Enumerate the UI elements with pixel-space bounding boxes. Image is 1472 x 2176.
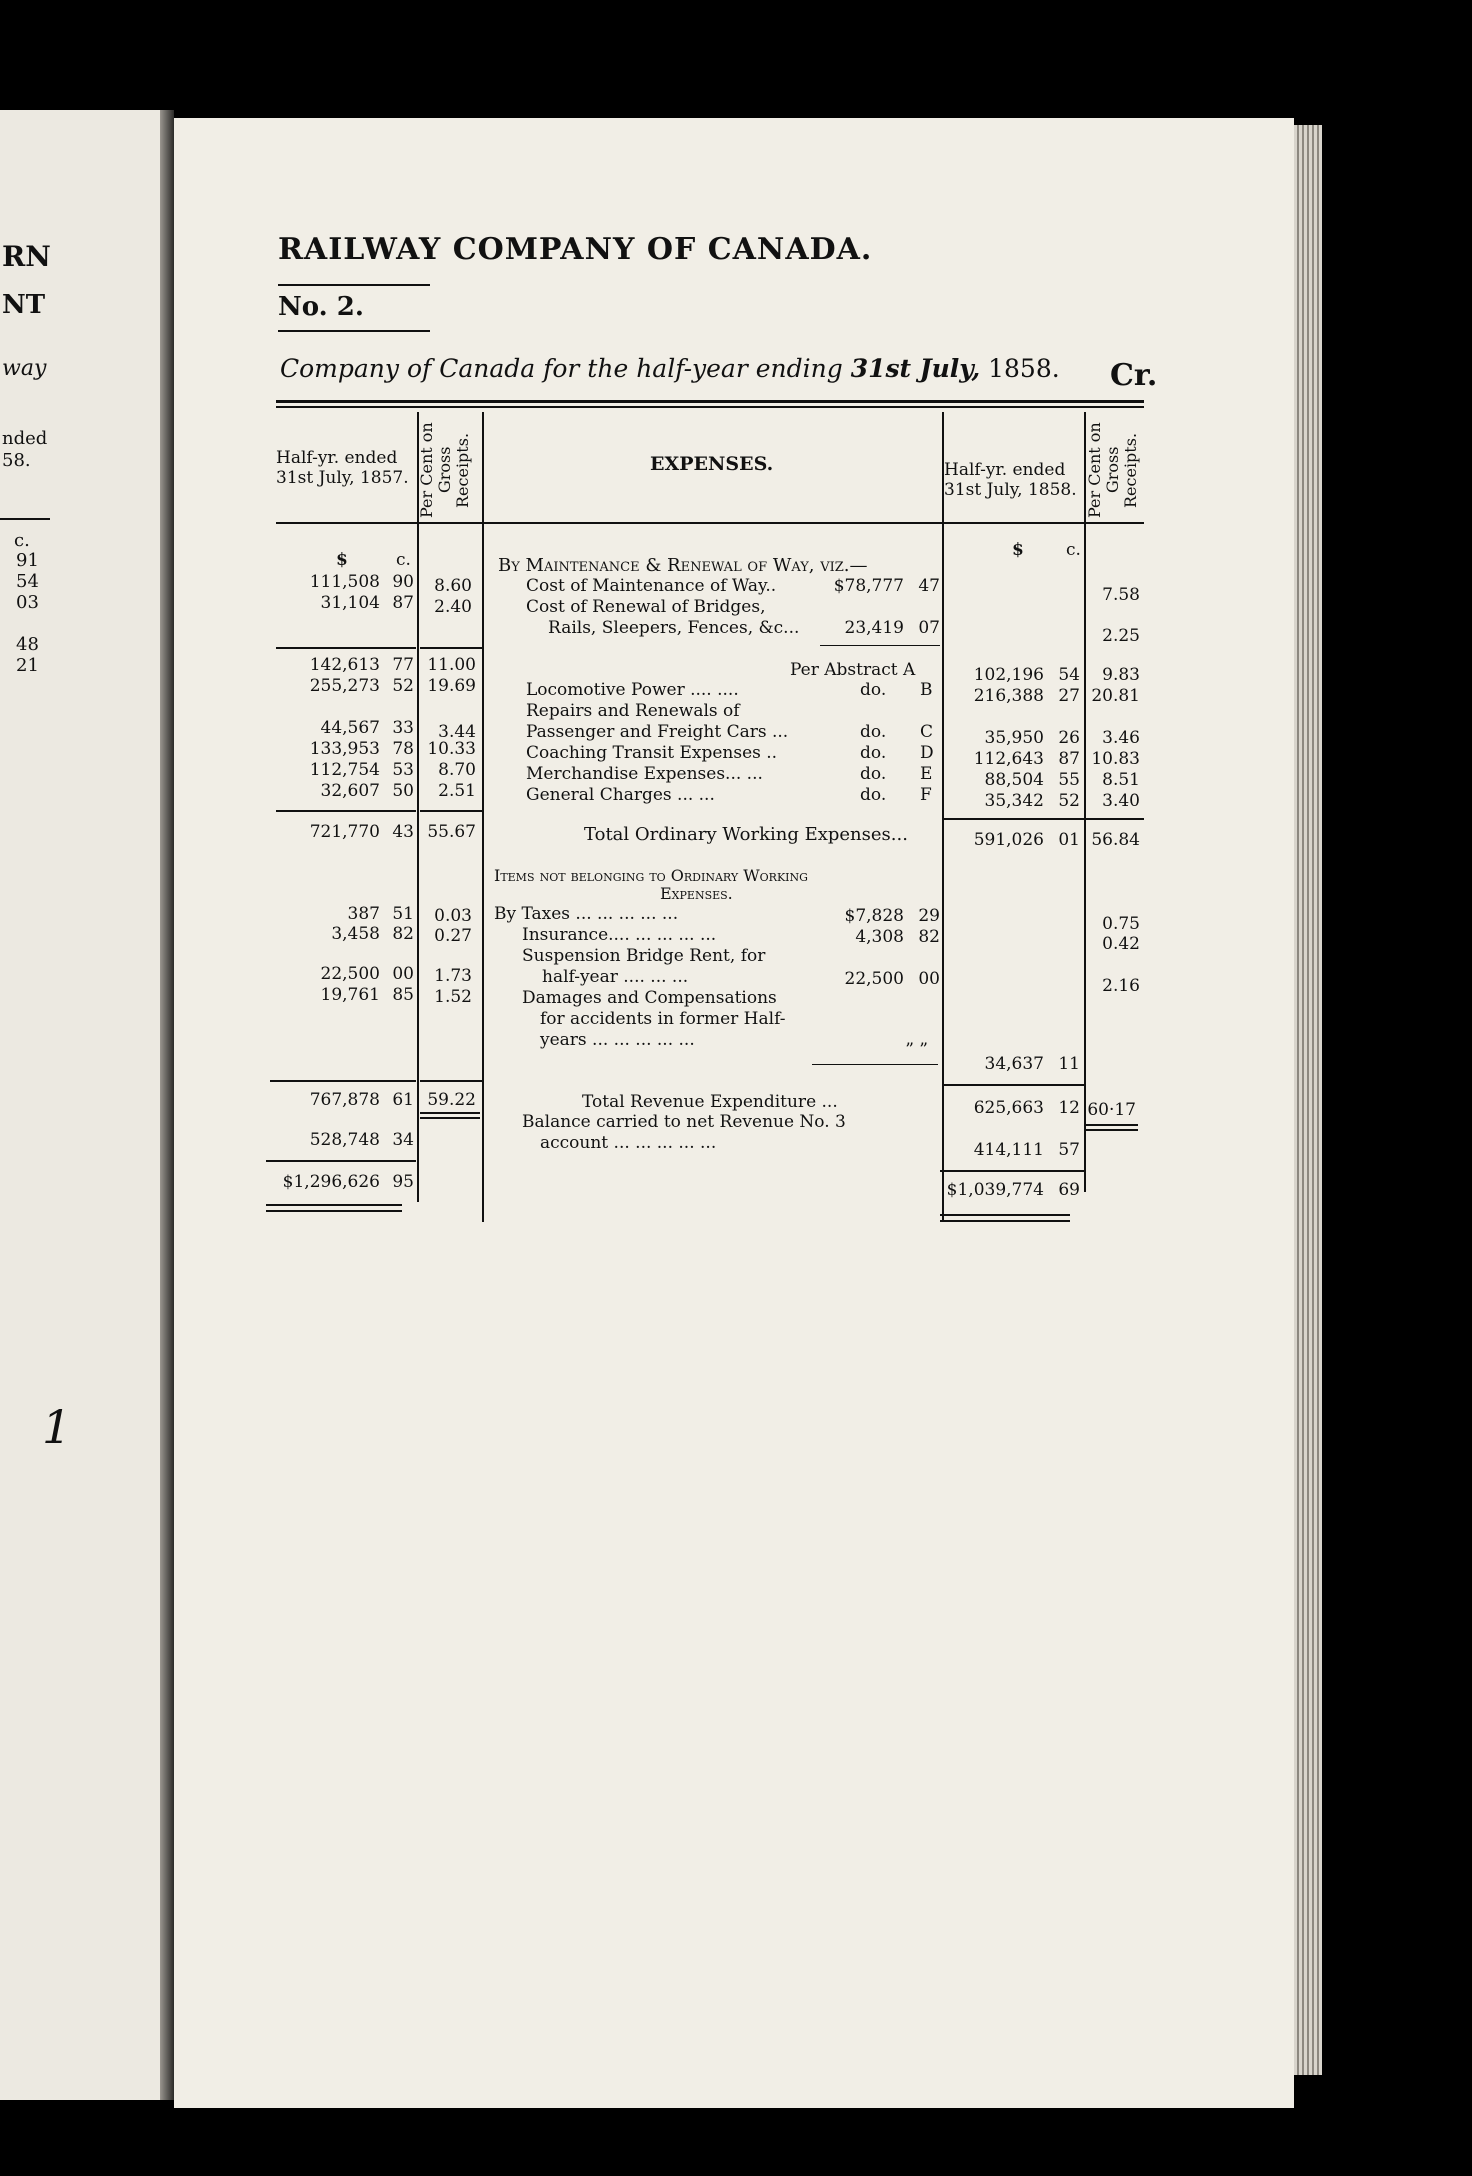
previous-page: [0, 110, 160, 2100]
curr-percent: 3.46: [1102, 728, 1140, 748]
left-cents: 21: [16, 655, 39, 676]
curr-cents: 57: [1058, 1140, 1080, 1160]
curr-cents: 12: [1058, 1098, 1080, 1118]
curr-cents: 52: [1058, 791, 1080, 811]
left-header-fragment: NT: [2, 290, 46, 320]
rule: [276, 400, 1144, 403]
curr-percent: 0.42: [1102, 934, 1140, 954]
prev-percent: 55.67: [427, 822, 476, 842]
subtitle-text: Company of Canada for the half-year ending: [280, 354, 843, 383]
prev-percent: 8.60: [434, 576, 472, 596]
prev-percent: 2.40: [434, 597, 472, 617]
account-number: No. 2.: [278, 292, 364, 322]
rule: [276, 647, 416, 649]
rule: [940, 1214, 1070, 1216]
left-cents: 54: [16, 571, 39, 592]
maintenance-item-label: Rails, Sleepers, Fences, &c...: [548, 618, 800, 638]
page-edges: [1294, 125, 1322, 2075]
prev-percent: 3.44: [438, 722, 476, 742]
abstract-ref: do.: [860, 680, 887, 700]
prev-amount: 32,607: [320, 781, 380, 801]
subtitle-year: 1858.: [988, 354, 1060, 383]
rule: [276, 810, 416, 812]
abstract-ref: do.: [860, 764, 887, 784]
prev-percent-header: Per Cent on Gross Receipts.: [417, 422, 472, 518]
curr-percent: 20.81: [1091, 686, 1140, 706]
curr-percent: 60·17: [1087, 1100, 1136, 1120]
curr-amount: 35,950: [984, 728, 1044, 748]
rule: [278, 284, 430, 286]
curr-percent: 3.40: [1102, 791, 1140, 811]
expense-label: Suspension Bridge Rent, for: [522, 946, 766, 966]
prev-amount: 3,458: [331, 924, 380, 944]
rule: [420, 1080, 482, 1082]
curr-amount: 34,637: [984, 1054, 1044, 1074]
rule: [944, 1084, 1084, 1086]
prev-percent: 11.00: [427, 655, 476, 675]
maintenance-item-cents: 47: [918, 576, 940, 596]
prev-period-header: Half-yr. ended 31st July, 1857.: [276, 448, 409, 488]
prev-amount: 19,761: [320, 985, 380, 1005]
curr-cents: 54: [1058, 665, 1080, 685]
rule: [1084, 1124, 1138, 1126]
rule: [420, 1117, 480, 1119]
item-cents: 29: [918, 906, 940, 926]
left-cents: 03: [16, 592, 39, 613]
maintenance-item-amount: 23,419: [844, 618, 904, 638]
prev-cents: 52: [392, 676, 414, 696]
rule: [420, 647, 482, 649]
rule: [940, 1170, 1084, 1172]
rule: [944, 818, 1084, 820]
prev-amount: 112,754: [309, 760, 380, 780]
prev-percent: 10.33: [427, 739, 476, 759]
prev-cents: 34: [392, 1130, 414, 1150]
rule: [266, 1210, 402, 1212]
abstract-reference: Per Abstract A: [790, 660, 916, 680]
abstract-letter: B: [920, 680, 933, 700]
prev-percent: 0.03: [434, 906, 472, 926]
column-divider: [482, 412, 484, 1222]
item-amount: 22,500: [844, 969, 904, 989]
prev-amount: 31,104: [320, 593, 380, 613]
rule: [420, 810, 482, 812]
prev-cents: 82: [392, 924, 414, 944]
left-cents: 91: [16, 550, 39, 571]
item-cents: 82: [918, 927, 940, 947]
prev-amount: 387: [347, 904, 380, 924]
maintenance-item-amount: $78,777: [833, 576, 904, 596]
prev-amount: 767,878: [309, 1090, 380, 1110]
rule: [278, 330, 430, 332]
prev-amount: 133,953: [309, 739, 380, 759]
expense-label: By Taxes ... ... ... ... ...: [494, 904, 679, 924]
rule: [270, 1080, 416, 1082]
curr-percent: 10.83: [1091, 749, 1140, 769]
prev-cents: 85: [392, 985, 414, 1005]
prev-percent: 0.27: [434, 926, 472, 946]
curr-cents: 55: [1058, 770, 1080, 790]
balance-label: account ... ... ... ... ...: [540, 1133, 717, 1153]
rule: [276, 522, 1144, 524]
prev-percent: 1.52: [434, 987, 472, 1007]
subtitle-date: 31st July,: [850, 354, 981, 383]
curr-cents: 87: [1058, 749, 1080, 769]
maintenance-item-cents: 07: [918, 618, 940, 638]
prev-cents: 90: [392, 572, 414, 592]
ordinary-total-label: Total Ordinary Working Expenses...: [584, 824, 908, 845]
left-col-head: 58.: [2, 450, 31, 471]
prev-cents: 51: [392, 904, 414, 924]
curr-amount: 88,504: [984, 770, 1044, 790]
curr-percent: 7.58: [1102, 585, 1140, 605]
revenue-total-label: Total Revenue Expenditure ...: [582, 1092, 838, 1112]
prev-percent: 19.69: [427, 676, 476, 696]
abstract-letter: E: [920, 764, 933, 784]
page-title: RAILWAY COMPANY OF CANADA.: [278, 232, 873, 267]
curr-amount: 591,026: [973, 830, 1044, 850]
item-cents: 00: [918, 969, 940, 989]
left-col-head: nded: [2, 428, 48, 449]
grand-total-amount: $1,296,626: [282, 1172, 380, 1192]
rule: [940, 1220, 1070, 1222]
prev-amount: 142,613: [309, 655, 380, 675]
expenses-header: EXPENSES.: [650, 453, 774, 475]
prev-percent: 1.73: [434, 966, 472, 986]
prev-amount: 255,273: [309, 676, 380, 696]
rule: [812, 1064, 938, 1065]
curr-percent: 2.16: [1102, 976, 1140, 996]
curr-percent: 0.75: [1102, 914, 1140, 934]
curr-period-header: Half-yr. ended 31st July, 1858.: [944, 460, 1077, 500]
item-amount: ” ”: [905, 1040, 928, 1060]
curr-percent: 2.25: [1102, 626, 1140, 646]
prev-cents: 53: [392, 760, 414, 780]
grand-total-cents: 95: [392, 1172, 414, 1192]
curr-amount: 625,663: [973, 1098, 1044, 1118]
dollar-sign: $: [336, 550, 348, 570]
maintenance-item-label: Cost of Renewal of Bridges,: [526, 597, 766, 617]
prev-amount: 111,508: [309, 572, 380, 592]
prev-cents: 50: [392, 781, 414, 801]
credit-marker: Cr.: [1110, 358, 1158, 393]
prev-amount: 528,748: [309, 1130, 380, 1150]
rule: [276, 406, 1144, 408]
grand-total-amount: $1,039,774: [946, 1180, 1044, 1200]
abstract-ref: do.: [860, 785, 887, 805]
abstract-ref: do.: [860, 743, 887, 763]
curr-percent: 56.84: [1091, 830, 1140, 850]
expense-label: Damages and Compensations: [522, 988, 777, 1008]
expense-label: years ... ... ... ... ...: [540, 1030, 695, 1050]
item-amount: $7,828: [844, 906, 904, 926]
prev-cents: 87: [392, 593, 414, 613]
curr-amount: 112,643: [973, 749, 1044, 769]
curr-cents: 01: [1058, 830, 1080, 850]
expense-label: Merchandise Expenses... ...: [526, 764, 763, 784]
abstract-letter: D: [920, 743, 934, 763]
expense-label: Insurance.... ... ... ... ...: [522, 925, 717, 945]
dollar-sign: $: [1012, 540, 1024, 560]
prev-percent: 2.51: [438, 781, 476, 801]
item-amount: 4,308: [855, 927, 904, 947]
non-ordinary-heading: Expenses.: [660, 884, 733, 903]
prev-cents: 43: [392, 822, 414, 842]
prev-amount: 22,500: [320, 964, 380, 984]
rule: [0, 518, 50, 520]
curr-amount: 216,388: [973, 686, 1044, 706]
rule: [820, 645, 940, 646]
curr-amount: 102,196: [973, 665, 1044, 685]
expense-label: Repairs and Renewals of Passenger and Freight Cars ...: [526, 701, 789, 742]
cent-sign: c.: [396, 550, 411, 570]
expense-label: Coaching Transit Expenses ..: [526, 743, 778, 763]
rule: [1086, 818, 1144, 820]
curr-amount: 414,111: [973, 1140, 1044, 1160]
prev-cents: 61: [392, 1090, 414, 1110]
handwritten-mark: 1: [42, 1400, 72, 1454]
curr-cents: 26: [1058, 728, 1080, 748]
left-header-fragment: RN: [2, 240, 51, 273]
curr-percent-header: Per Cent on Gross Receipts.: [1085, 422, 1140, 518]
left-cents-label: c.: [14, 530, 30, 551]
cent-sign: c.: [1066, 540, 1081, 560]
curr-cents: 27: [1058, 686, 1080, 706]
abstract-letter: C: [920, 722, 934, 742]
prev-amount: 721,770: [309, 822, 380, 842]
curr-cents: 11: [1058, 1054, 1080, 1074]
abstract-letter: F: [920, 785, 932, 805]
rule: [1084, 1129, 1138, 1131]
prev-cents: 00: [392, 964, 414, 984]
page-gutter: [160, 110, 174, 2100]
abstract-ref: do.: [860, 722, 887, 742]
rule: [266, 1204, 402, 1206]
prev-percent: 8.70: [438, 760, 476, 780]
page-subtitle: [280, 354, 1060, 383]
expense-label: half-year .... ... ...: [542, 967, 689, 987]
curr-percent: 9.83: [1102, 665, 1140, 685]
prev-percent: 59.22: [427, 1090, 476, 1110]
left-cents: 48: [16, 634, 39, 655]
expense-label: General Charges ... ...: [526, 785, 715, 805]
prev-amount: 44,567: [320, 718, 380, 738]
curr-amount: 35,342: [984, 791, 1044, 811]
maintenance-item-label: Cost of Maintenance of Way..: [526, 576, 777, 596]
prev-cents: 78: [392, 739, 414, 759]
balance-label: Balance carried to net Revenue No. 3: [522, 1112, 846, 1132]
expense-label: Locomotive Power .... ....: [526, 680, 739, 700]
expense-label: for accidents in former Half-: [540, 1009, 786, 1029]
rule: [266, 1160, 416, 1162]
grand-total-cents: 69: [1058, 1180, 1080, 1200]
column-divider: [417, 412, 419, 1202]
rule: [420, 1112, 480, 1114]
prev-cents: 77: [392, 655, 414, 675]
curr-percent: 8.51: [1102, 770, 1140, 790]
prev-cents: 33: [392, 718, 414, 738]
left-subtitle-fragment: way: [2, 356, 47, 381]
non-ordinary-heading: Items not belonging to Ordinary Working: [494, 866, 808, 885]
maintenance-heading: By Maintenance & Renewal of Way, viz.—: [498, 555, 868, 576]
